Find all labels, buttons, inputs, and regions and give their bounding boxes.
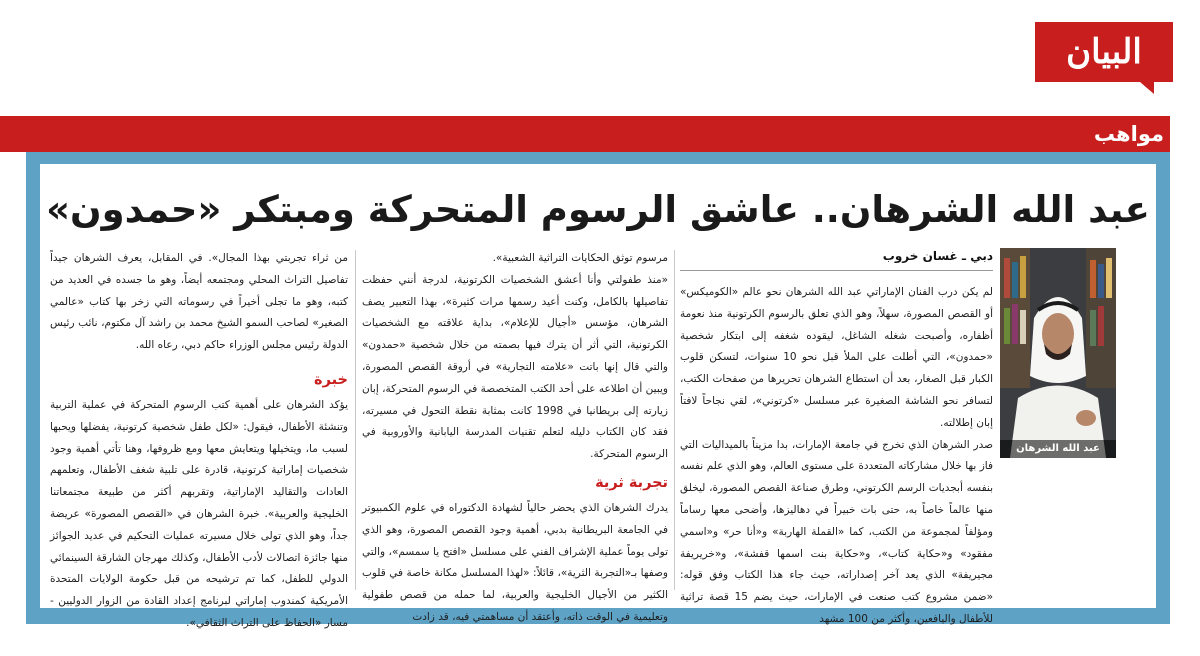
paragraph: يدرك الشرهان الذي يحضر حالياً لشهادة الدكتوراه في علوم الكمبيوتر في الجامعة البريطانية بدبي، أهمية وجود القصص المصورة، وهو الذي تولى يوماً عملية الإشراف الفني على مسلسل «افتح يا سمسم»، والتي وصفها بـ«التجربة الثرية»، قائلاً: «لهذا المسلسل مكانة خاصة في قلوب الكثير من الأجيال الخليجية والعربية، لما حمله من قصص طفولية وتعليمية في الوقت ذاته، وأعتقد أن مساهمتي فيه، قد زادت: [362, 501, 668, 623]
paragraph: من ثراء تجربتي بهذا المجال». في المقابل، يعرف الشرهان جيداً تفاصيل التراث المحلي ومجتمعه أيضاً، وهو ما جسده في العديد من كتبه، وهو ما تجلى أخيراً في رسوماته التي زخر بها كتاب «عالمي الصغير» لصاحب السمو الشيخ محمد بن راشد آل مكتوم، نائب رئيس الدولة رئيس مجلس الوزراء حاكم دبي، رعاه الله.: [50, 252, 348, 352]
logo-text: البيان: [1066, 32, 1142, 72]
article-byline: دبي ـ غسان خروب: [680, 246, 993, 271]
section-bar: [0, 116, 1170, 152]
column-middle: [362, 248, 668, 629]
paragraph: «منذ طفولتي وأنا أعشق الشخصيات الكرتونية، لدرجة أنني حفظت تفاصيلها بالكامل، وكنت أعيد رسمها مرات كثيرة»، بهذا التعبير يصف الشرهان، مؤسس «أجيال للإعلام»، بداية علاقته مع الشخصيات الكرتونية، التي أثر أن يترك فيها بصمته من خلال شخصية «حمدون» والتي قال إنها باتت «علامته التجارية» في أروقة القصص المصورة، ويبين أن اطلاعه على أحد الكتب المتخصصة في الرسوم المتحركة، إبان زيارته إلى بريطانيا في 1998 كانت بمثابة نقطة التحول في مسيرته، فقد كان الكتاب دليله لتعلم تقنيات المدرسة اليابانية والأوروبية في الرسوم المتحركة.: [362, 273, 668, 461]
paragraph: يؤكد الشرهان على أهمية كتب الرسوم المتحركة في عملية التربية وتنشئة الأطفال، فيقول: «لكل طفل شخصية كرتونية، يفضلها ويحبها لسبب ما، ويتخيلها ويتعايش معها ومع ظروفها، وهنا تأتي أهمية وجود شخصيات إماراتية كرتونية، قادرة على تلبية شغف الأطفال، وتعلمهم العادات والتقاليد الإماراتية، وتقربهم أكثر من طبيعة مجتمعاتنا الخليجية والعربية». خبرة الشرهان في «القصص المصورة» عريضة جداً، وهو الذي تولى خلال مسيرته عمليات التحكيم في عديد الجوائز منها جائزة اتصالات لأدب الأطفال، وكذلك مهرجان الشارقة السينمائي الدولي للطفل، كما تم ترشيحه من قبل حكومة الولايات المتحدة الأمريكية كمندوب إماراتي لبرنامج إعداد القادة من الزوار الدوليين - مسار «الحفاظ على التراث الثقافي».: [50, 398, 348, 629]
column-divider: [355, 250, 356, 590]
paragraph: صدر الشرهان الذي تخرج في جامعة الإمارات، بدا مزيناً بالميداليات التي فاز بها خلال مشاركاته المتعددة على مستوى العالم، وهو الذي علم نفسه بنفسه أبجديات الرسم الكرتوني، وطرق صناعة القصص المصورة، ليخلق منها عالماً خاصاً به، حتى بات خبيراً في دهاليزها، وأضحى معها رساماً ومؤلفاً لمجموعة من الكتب، كما «القملة الهاربة» و«أنا حر» و«اسمي مفقود» و«حكاية كتاب»، و«حكاية بنت اسمها قفشة»، و«خريريفة مجيريفة» الذي يعد آخر إصداراته، حيث جاء هذا الكتاب وفق قوله: «ضمن مشروع كتب صنعت في الإمارات، حيث يضم 15 قصة تراثية للأطفال واليافعين، وأكثر من 100 مشهد: [680, 438, 993, 625]
column-divider: [674, 250, 675, 590]
paragraph: لم يكن درب الفنان الإماراتي عبد الله الشرهان نحو عالم «الكوميكس» أو القصص المصورة، سهلاً، وهو الذي تعلق بالرسوم الكرتونية منذ نعومة أظفاره، وأصبحت شغله الشاغل، ليقوده شغفه إلى ابتكار شخصية «حمدون»، التي أطلت على الملأ قبل نحو 10 سنوات، لتسكن قلوب الكبار قبل الصغار، بعد أن استطاع الشرهان تحريرها من صفحات الكتب، لتسافر نحو الشاشة الصغيرة عبر مسلسل «كرتوني»، لقي نجاحاً لافتاً إبان إطلالته.: [680, 286, 993, 429]
subheading-expertise: خبرة: [314, 371, 348, 388]
column-left: [50, 248, 348, 635]
portrait-illustration: [1000, 248, 1116, 458]
paragraph: مرسوم توثق الحكايات التراثية الشعبية».: [492, 252, 668, 264]
photo-caption: عبد الله الشرهان: [1000, 440, 1116, 458]
newspaper-logo[interactable]: [1035, 22, 1173, 82]
portrait-photo: [1000, 248, 1116, 458]
subheading-rich-experience: تجربة ثرية: [595, 474, 668, 491]
article-headline: عبد الله الشرهان.. عاشق الرسوم المتحركة ومبتكر «حمدون»: [46, 188, 1150, 231]
section-label: مواهب: [1093, 122, 1164, 146]
logo-tail-decoration: [1140, 82, 1154, 94]
column-right: [680, 282, 993, 631]
